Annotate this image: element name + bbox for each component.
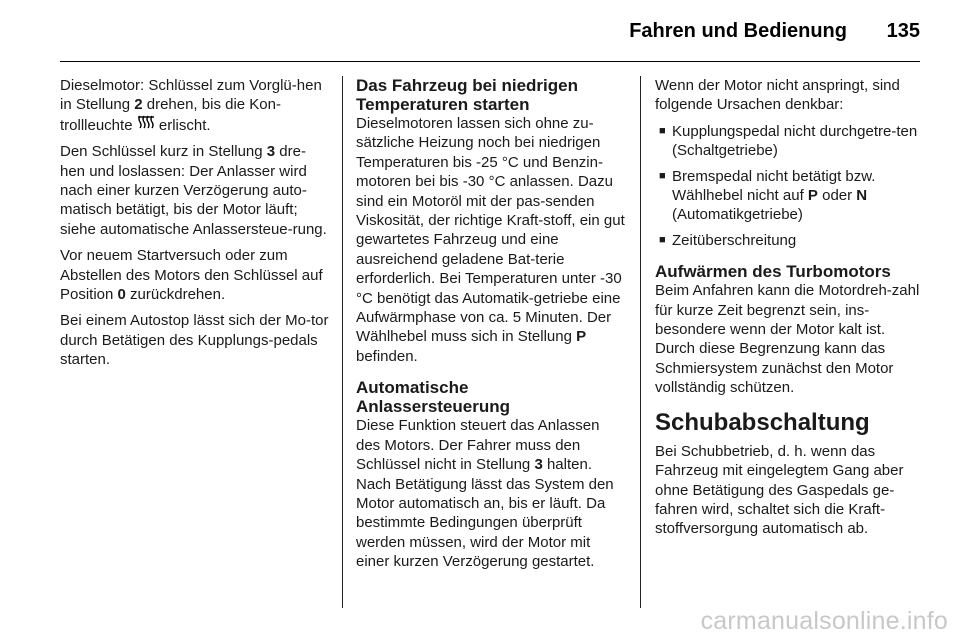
glow-plug-icon [137,115,155,135]
paragraph: Vor neuem Startversuch oder zum Abstellen des Motors den Schlüssel auf Position 0 zurückdrehen. [60,247,323,304]
bullet-icon: ■ [659,124,666,137]
watermark: carmanualsonline.info [700,607,948,635]
list-item: ■ Zeitüberschreitung [659,231,797,249]
bullet-icon: ■ [659,233,666,246]
bullet-icon: ■ [659,169,666,182]
cause-list [655,122,925,250]
section-heading: Automatische Anlassersteuerung [356,378,510,417]
key-position: 2 [134,96,143,114]
column-divider [342,76,343,608]
list-item: ■ Kupplungspedal nicht durchgetre-ten (Schaltgetriebe) [659,122,918,160]
paragraph: Bei einem Autostop lässt sich der Mo-tor durch Betätigen des Kupplungs-pedals starten. [60,312,329,369]
paragraph: Dieselmotor: Schlüssel zum Vorglü-hen in Stellung 2 drehen, bis die Kon-trollleuchte erlischt. [60,77,322,134]
paragraph: Wenn der Motor nicht anspringt, sind folgende Ursachen denkbar: [655,77,900,114]
paragraph: Bei Schubbetrieb, d. h. wenn das Fahrzeug mit eingelegtem Gang aber ohne Betätigung des Gaspedals ge-fahren wird, schaltet sich die Kraft-stoffversorgung automatisch ab. [655,442,904,538]
paragraph: Dieselmotoren lassen sich ohne zu-sätzliche Heizung noch bei niedrigen Temperaturen bis -25 °C und Benzin-motoren bei bis -30 °C anlassen. Dazu sind ein Motoröl mit der pas-senden Viskosität, der richtige Kraft-stoff, ein gut gewartetes Fahrzeug und eine ausreichend geladene Bat-terie erforderlich. Bei Temperaturen unter -30 °C benötigt das Automatik-getriebe eine Aufwärmphase von ca. 5 Minuten. Der Wählhebel muss sich in Stellung P befinden. [356,115,625,365]
header-title: Fahren und Bedienung [629,20,847,42]
list-item: ■ Bremspedal nicht betätigt bzw. Wählhebel nicht auf P oder N (Automatikgetriebe) [659,167,876,224]
paragraph: Beim Anfahren kann die Motordreh-zahl für kurze Zeit begrenzt sein, ins-besondere wenn der Motor kalt ist. Durch diese Begrenzung kann das Schmiersystem zunächst den Motor vollständig schützen. [655,282,920,397]
page-header [0,0,960,60]
section-heading: Das Fahrzeug bei niedrigen Temperaturen starten [356,76,578,114]
column-1 [60,76,330,377]
paragraph: Diese Funktion steuert das Anlassen des Motors. Der Fahrer muss den Schlüssel nicht in Stellung 3 halten. Nach Betätigung lässt das System den Motor automatisch an, bis er läuft. Da bestimmte Bedingungen überprüft werden müssen, wird der Motor mit einer kurzen Verzögerung gestartet. [356,417,614,571]
section-heading: Aufwärmen des Turbomotors [655,262,891,282]
paragraph: Den Schlüssel kurz in Stellung 3 dre-hen und loslassen: Der Anlasser wird nach einer kurzen Verzögerung auto-matisch betätigt, bis der Motor läuft; siehe automatische Anlassersteue-rung. [60,143,327,238]
column-2 [356,76,626,579]
page-number: 135 [886,20,920,42]
header-rule [60,61,920,62]
column-divider [640,76,641,608]
chapter-heading: Schubabschaltung [655,408,870,436]
column-3 [655,76,925,546]
